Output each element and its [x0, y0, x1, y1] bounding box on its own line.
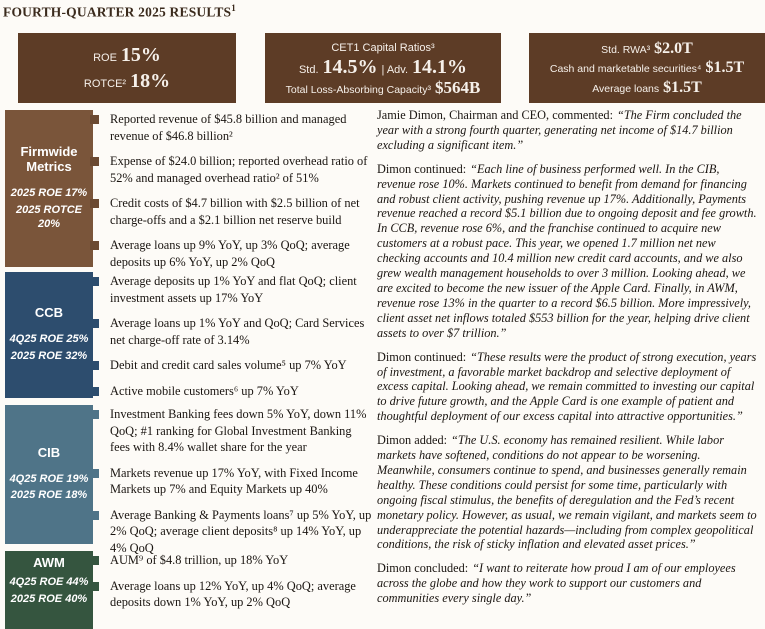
bullet-item [90, 195, 372, 228]
bullet-item [90, 383, 372, 400]
bullet-item [90, 507, 372, 557]
bullet-text: Investment Banking fees down 5% YoY, down 11% QoQ; #1 ranking for Global Investment Banking fees with 8.4% wallet share for the year [110, 407, 367, 454]
section-firmwide-metrics [5, 110, 372, 267]
quote-speaker: Dimon concluded: [377, 561, 469, 576]
bullet-square-icon [90, 199, 99, 208]
cash-line [550, 59, 744, 77]
cib-bullets [90, 406, 372, 565]
bullet-item [90, 153, 372, 186]
awm-bullets [90, 552, 372, 620]
page-title-text: FOURTH-QUARTER 2025 RESULTS [3, 4, 232, 20]
section-cib [5, 405, 372, 555]
rotce-label: ROTCE² [83, 78, 127, 90]
quote-speaker: Dimon continued: [377, 349, 467, 364]
section-sub-2025: 2025 ROE 18% [10, 489, 88, 502]
quote-paragraph [377, 561, 758, 606]
bullet-item [90, 111, 372, 144]
firmwide-label-box [5, 110, 93, 267]
section-name: Firmwide Metrics [20, 144, 78, 175]
bullet-square-icon [90, 469, 99, 478]
section-name: CIB [37, 444, 61, 460]
section-sub-roe: 2025 ROE 17% [10, 187, 88, 200]
bullet-text: Average loans up 9% YoY, up 3% QoQ; average deposits up 6% YoY, up 2% QoQ [110, 238, 350, 269]
quote-text: “These results were the product of strong execution, years of investment, a favorable market backdrop and selective deployment of excess capital. Looking ahead, we remain committed to investing our capital to drive future growth, and the Apple Card is one example of patient and thoughtful deployment of our excess capital into attractive opportunities.” [377, 349, 757, 424]
cib-label-box [5, 405, 93, 544]
rwa-value: $2.0T [654, 39, 693, 57]
rotce-line [84, 70, 170, 92]
bullet-square-icon [90, 157, 99, 166]
section-name: AWM [33, 555, 65, 570]
ccb-bullets [90, 273, 372, 408]
section-awm [5, 551, 372, 629]
quote-paragraph [377, 108, 758, 153]
bullet-item [90, 357, 372, 374]
avg-loans-value: $1.5T [663, 78, 702, 96]
bullet-square-icon [90, 361, 99, 370]
cash-value: $1.5T [705, 59, 745, 77]
bullet-square-icon [90, 582, 99, 591]
bullet-text: Average Banking & Payments loans⁷ up 5% YoY, up 2% QoQ; average client deposits⁸ up 14% YoY, up 4% QoQ [110, 507, 372, 555]
cet1-title-text: CET1 Capital Ratios³ [331, 41, 435, 54]
stat-box-capital [265, 33, 501, 103]
cet1-ratios-line [299, 56, 467, 78]
section-ccb [5, 272, 372, 398]
section-sub-4q25: 4Q25 ROE 44% [9, 575, 89, 588]
bullet-text: Credit costs of $4.7 billion with $2.5 billion of net charge-offs and a $2.1 billion net reserve build [110, 196, 360, 227]
tlac-line [286, 79, 481, 98]
bullet-square-icon [90, 511, 99, 520]
quote-text: “Each line of business performed well. In the CIB, revenue rose 10%. Markets continued to benefit from demand for financing and robust client activity, pushing revenue up 17%. Additionally, Payments revenue reached a record $5.1 billion due to ongoing deposit and fee growth. In CCB, revenue rose 6%, and the franchise continued to acquire new customers at a robust pace. This year, we opened 1.7 million net new checking accounts and 10.4 million new credit card accounts, and we also grew wealth management households to over 3 million. Looking ahead, we are excited to become the new issuer of the Apple Card. Finally, in AWM, revenue rose 13% in the quarter to a record $6.5 billion. More impressively, client asset net inflows totaled $553 billion for the year, helping drive client assets to over $7 trillion.” [377, 161, 757, 340]
roe-value: 15% [120, 44, 161, 66]
bullet-square-icon [90, 319, 99, 328]
bullet-text: Average deposits up 1% YoY and flat QoQ; client investment assets up 17% YoY [110, 274, 357, 305]
adv-value: 14.1% [412, 56, 468, 79]
section-name: CCB [34, 305, 64, 321]
page-title-footnote: 1 [231, 3, 236, 13]
section-sub-4q25: 4Q25 ROE 19% [9, 472, 89, 485]
bullet-item [90, 465, 372, 498]
ceo-quotes-column [377, 108, 758, 615]
awm-label-box [5, 551, 93, 629]
bullet-text: AUM⁹ of $4.8 trillion, up 18% YoY [110, 553, 289, 567]
rotce-value: 18% [130, 70, 171, 92]
bullet-square-icon [90, 410, 99, 419]
tlac-value: $564B [434, 78, 481, 98]
quote-paragraph [377, 162, 758, 341]
bullet-text: Reported revenue of $45.8 billion and managed revenue of $46.8 billion² [110, 112, 347, 143]
bullet-text: Average loans up 12% YoY, up 4% QoQ; average deposits down 1% YoY, up 2% QoQ [110, 578, 356, 609]
tlac-label: Total Loss-Absorbing Capacity³ [285, 84, 431, 97]
avg-loans-line [592, 79, 702, 97]
stat-box-returns [18, 33, 236, 103]
roe-label: ROE [93, 52, 117, 64]
cet1-title [331, 38, 434, 56]
cash-label: Cash and marketable securities⁴ [549, 63, 702, 76]
ccb-label-box [5, 272, 93, 398]
quote-paragraph [377, 350, 758, 425]
bullet-item [90, 406, 372, 456]
quote-speaker: Jamie Dimon, Chairman and CEO, commented: [377, 108, 613, 122]
quote-paragraph [377, 433, 758, 552]
bullet-square-icon [90, 277, 99, 286]
rwa-label: Std. RWA³ [601, 43, 651, 56]
bullet-item [90, 315, 372, 348]
bullet-item [90, 237, 372, 270]
section-sub-rotce: 2025 ROTCE 20% [15, 204, 83, 230]
stat-box-balance-sheet [529, 33, 765, 103]
std-value: 14.5% [322, 56, 378, 79]
page-title [3, 3, 236, 21]
quote-text: “The U.S. economy has remained resilient. While labor markets have softened, conditions do not appear to be worsening. Meanwhile, consumers continue to spend, and businesses generally remain healthy. These conditions could persist for some time, particularly with ongoing fiscal stimulus, the benefits of deregulation and the Fed’s recent monetary policy. However, as usual, we remain vigilant, and markets seem to underappreciate the potential hazards—including from complex geopolitical conditions, the risk of sticky inflation and elevated asset prices.” [377, 433, 757, 552]
bullet-item [90, 273, 372, 306]
roe-line [93, 44, 161, 66]
section-sub-2025: 2025 ROE 40% [10, 592, 88, 605]
bullet-item [90, 578, 372, 611]
quote-speaker: Dimon added: [377, 433, 448, 448]
section-sub-2025: 2025 ROE 32% [10, 349, 88, 362]
adv-label: | Adv. [381, 64, 409, 77]
quote-text: “I want to reiterate how proud I am of our employees across the globe and how they work to support our customers and communities every single day.” [377, 561, 736, 606]
bullet-text: Debit and credit card sales volume⁵ up 7% YoY [110, 358, 347, 372]
bullet-square-icon [90, 387, 99, 396]
rwa-line [601, 40, 693, 58]
section-sub-4q25: 4Q25 ROE 25% [9, 333, 89, 346]
bullet-square-icon [90, 115, 99, 124]
bullet-text: Markets revenue up 17% YoY, with Fixed Income Markets up 7% and Equity Markets up 40% [110, 465, 358, 496]
quote-text: “The Firm concluded the year with a strong fourth quarter, generating net income of $14.7 billion excluding a significant item.” [377, 108, 742, 152]
quote-speaker: Dimon continued: [377, 161, 467, 176]
avg-loans-label: Average loans [592, 82, 660, 95]
std-label: Std. [298, 64, 319, 77]
bullet-square-icon [90, 241, 99, 250]
bullet-text: Average loans up 1% YoY and QoQ; Card Services net charge-off rate of 3.14% [110, 316, 365, 347]
bullet-item [90, 552, 372, 569]
bullet-text: Expense of $24.0 billion; reported overhead ratio of 52% and managed overhead ratio² of 51% [110, 154, 368, 185]
bullet-square-icon [90, 556, 99, 565]
bullet-text: Active mobile customers⁶ up 7% YoY [110, 383, 299, 398]
firmwide-bullets [90, 111, 372, 279]
